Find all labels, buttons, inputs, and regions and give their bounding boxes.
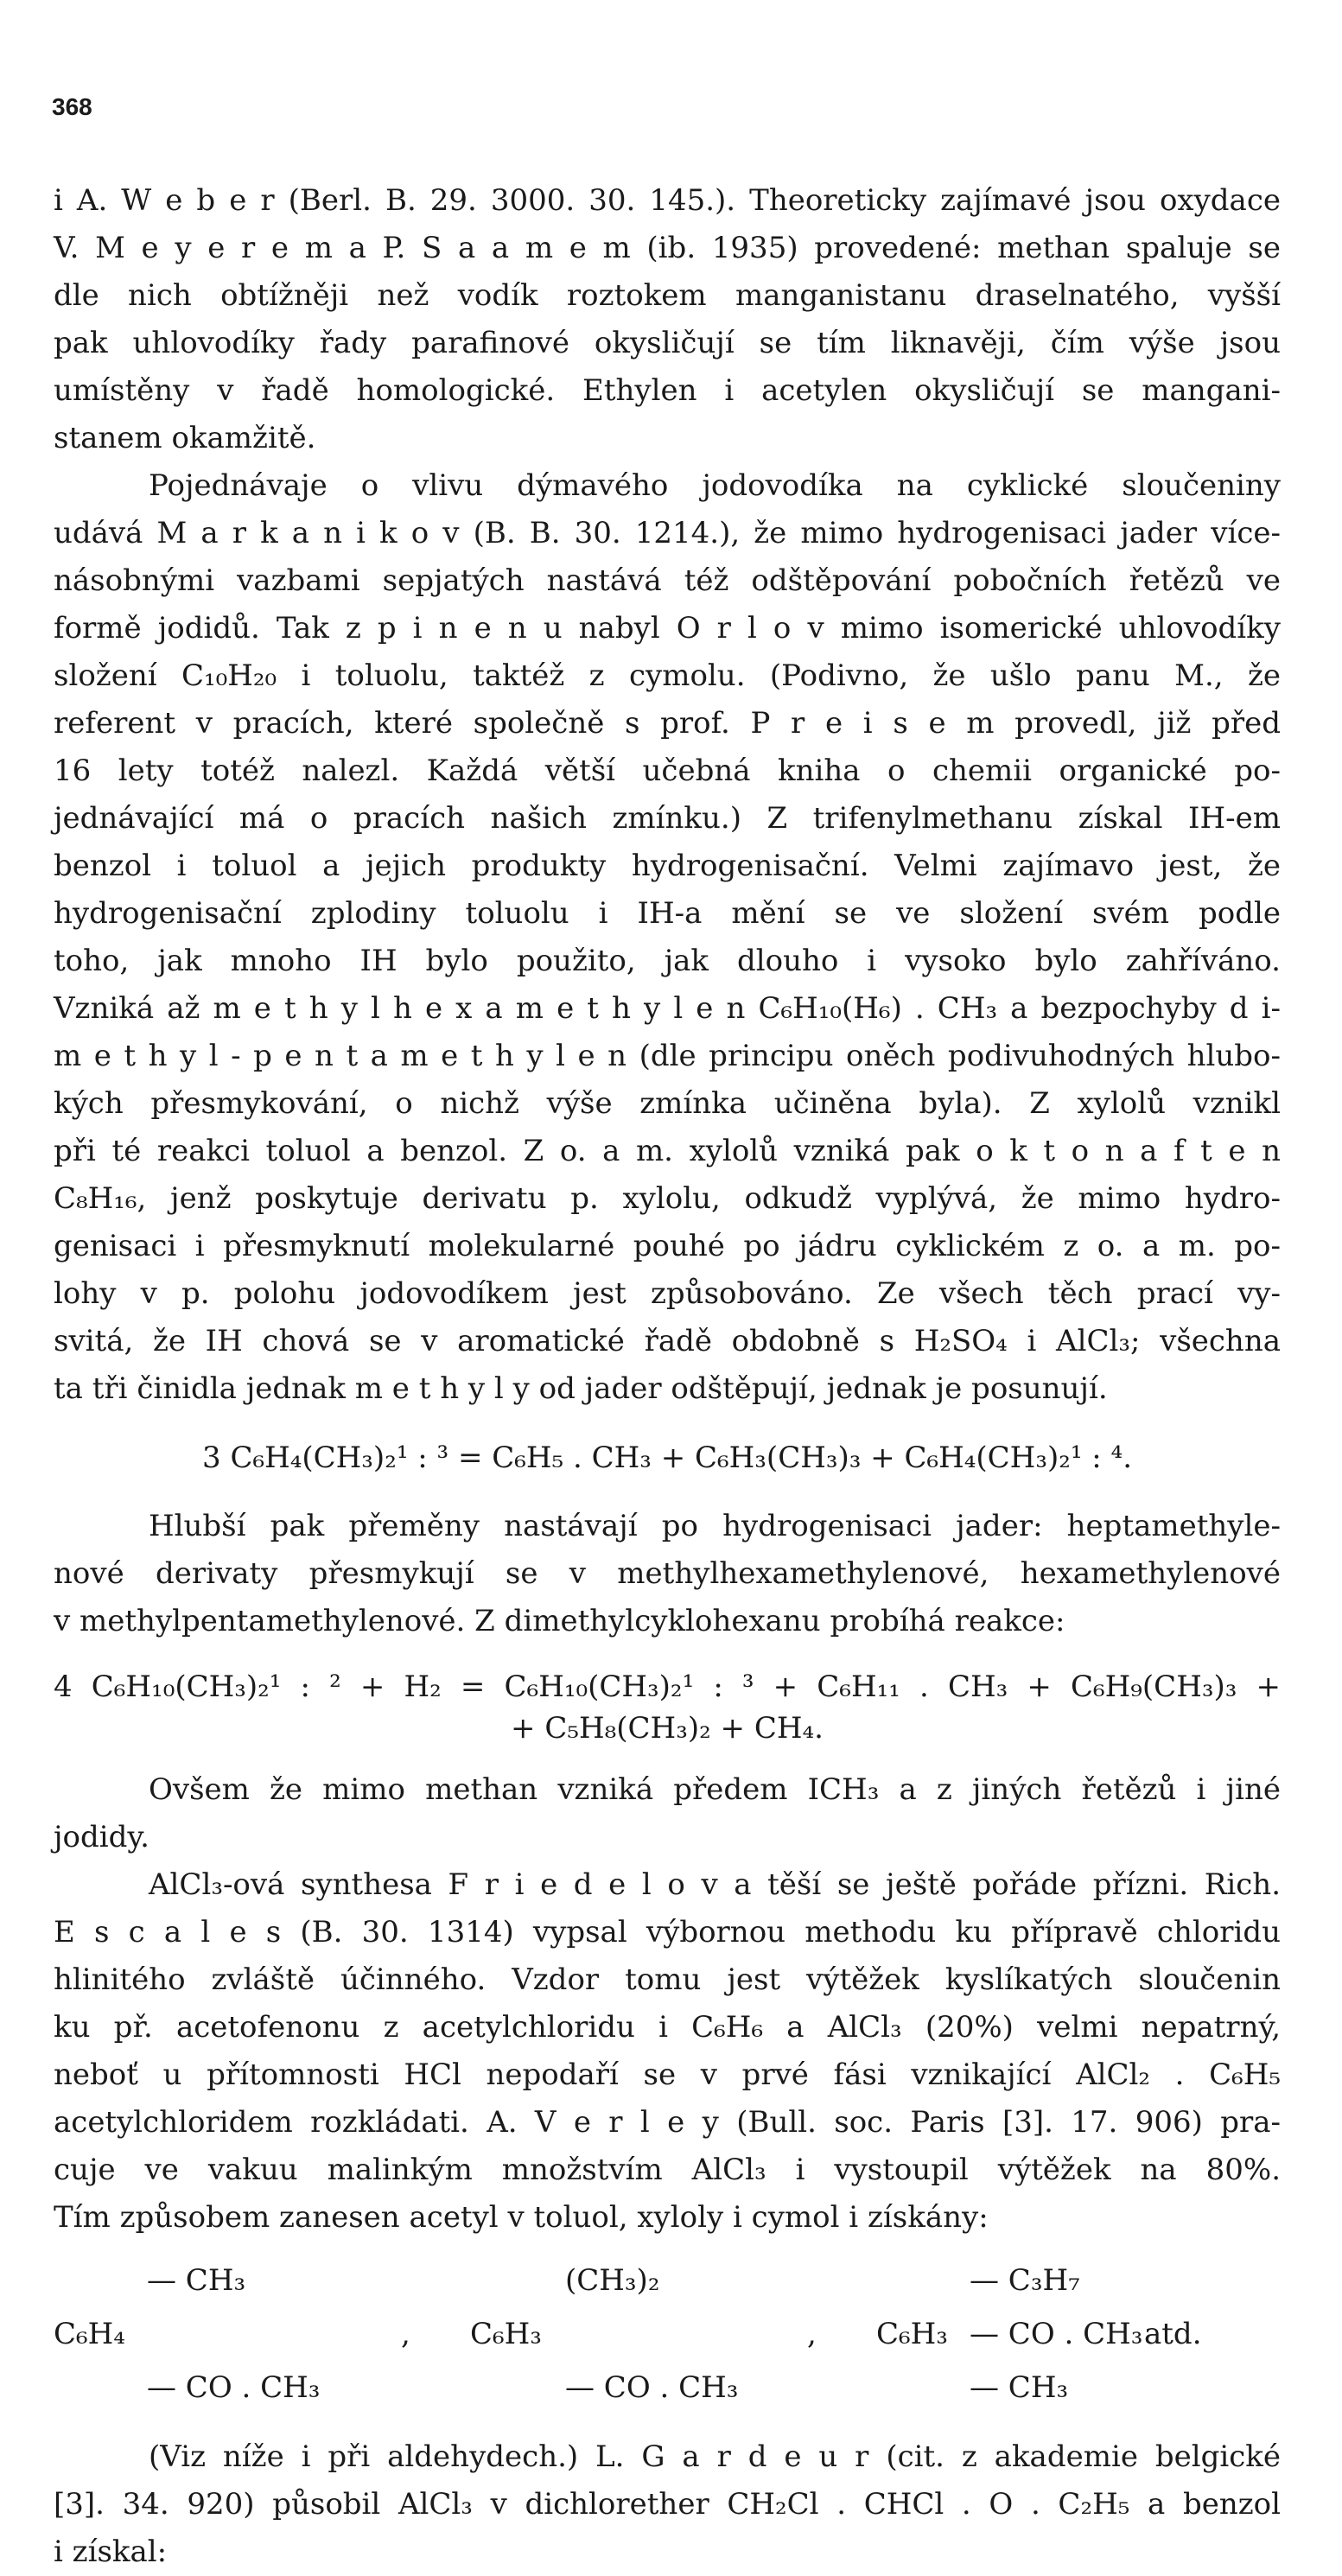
text-line: hydrogenisační zplodiny toluolu i IH-a mění se ve složení svém podle [54, 896, 1281, 931]
equation-xylene: 3 C₆H₄(CH₃)₂¹ : ³ = C₆H₅ . CH₃ + C₆H₃(CH₃)₃ + C₆H₄(CH₃)₂¹ : ⁴. [202, 1441, 1132, 1475]
formula-text: — CO . CH₃ [565, 2370, 739, 2405]
text-line: [3]. 34. 920) působil AlCl₃ v dichlorether CH₂Cl . CHCl . O . C₂H₅ a benzol [54, 2487, 1281, 2522]
text-line: cuje ve vakuu malinkým množstvím AlCl₃ i vystoupil výtěžek na 80%. [54, 2153, 1281, 2187]
formula-separator: , [401, 2317, 410, 2351]
text-line: genisaci i přesmyknutí molekularné pouhé po jádru cyklickém z o. a m. po- [54, 1229, 1281, 1263]
formula-text: atd. [1144, 2317, 1202, 2351]
page-body [54, 177, 1281, 2576]
equation-line: 4 C₆H₁₀(CH₃)₂¹ : ² + H₂ = C₆H₁₀(CH₃)₂¹ : ³ + C₆H₁₁ . CH₃ + C₆H₉(CH₃)₃ + [54, 1670, 1281, 1704]
text-line: stanem okamžitě. [54, 421, 316, 455]
formula-text: — CH₃ [970, 2370, 1069, 2405]
text-line: neboť u přítomnosti HCl nepodaří se v prvé fási vznikající AlCl₂ . C₆H₅ [54, 2058, 1281, 2092]
text-line: ku př. acetofenonu z acetylchloridu i C₆H₆ a AlCl₃ (20%) velmi nepatrný, [54, 2010, 1281, 2045]
formula-text: C₆H₄ [54, 2317, 125, 2351]
text-line: nové derivaty přesmykují se v methylhexamethylenové, hexamethylenové [54, 1556, 1281, 1591]
text-line: Pojednávaje o vlivu dýmavého jodovodíka na cyklické sloučeniny [149, 468, 1281, 503]
paragraph-hydrogenation [54, 1503, 1281, 1645]
text-line: V. M e y e r e m a P. S a a m e m (ib. 1935) provedené: methan spaluje se [54, 231, 1281, 265]
text-line: referent v pracích, které společně s prof. P r e i s e m provedl, již před [54, 706, 1281, 741]
text-line: C₈H₁₆, jenž poskytuje derivatu p. xylolu, odkudž vyplývá, že mimo hydro- [54, 1181, 1281, 1216]
text-line: lohy v p. polohu jodovodíkem jest způsobováno. Ze všech těch prací vy- [54, 1276, 1281, 1311]
text-line: jednávající má o pracích našich zmínku.) Z trifenylmethanu získal IH-em [54, 801, 1281, 836]
text-line: pak uhlovodíky řady parafinové okysličují se tím liknavěji, čím výše jsou [54, 326, 1281, 360]
formula-text: — CO . CH₃ [147, 2370, 321, 2405]
text-line: jodidy. [54, 1820, 149, 1854]
formula-text: (CH₃)₂ [565, 2263, 660, 2298]
text-line: benzol i toluol a jejich produkty hydrogenisační. Velmi zajímavo jest, že [54, 849, 1281, 883]
text-line: formě jodidů. Tak z p i n e n u nabyl O r l o v mimo isomerické uhlovodíky [54, 611, 1281, 646]
paragraph-hydroiodic [54, 462, 1281, 1413]
formula-text: — CH₃ [147, 2263, 246, 2298]
text-line: E s c a l e s (B. 30. 1314) vypsal výbornou methodu ku přípravě chloridu [54, 1915, 1281, 1949]
text-line: v methylpentamethylenové. Z dimethylcyklohexanu probíhá reakce: [54, 1604, 1065, 1638]
text-line: svitá, že IH chová se v aromatické řadě obdobně s H₂SO₄ i AlCl₃; všechna [54, 1324, 1281, 1358]
equation-dimethylcyclohexane [54, 1666, 1281, 1749]
text-line: acetylchloridem rozkládati. A. V e r l e y (Bull. soc. Paris [3]. 17. 906) pra- [54, 2105, 1281, 2140]
text-line: i získal: [54, 2535, 168, 2569]
formula-separator: , [807, 2317, 817, 2351]
text-line: kých přesmykování, o nichž výše zmínka učiněna byla). Z xylolů vznikl [54, 1086, 1281, 1121]
equation-line: + C₅H₈(CH₃)₂ + CH₄. [511, 1711, 824, 1746]
text-line: 16 lety totéž nalezl. Každá větší učebná kniha o chemii organické po- [54, 754, 1281, 788]
paragraph-oxidation [54, 177, 1281, 462]
formula-text: — CO . CH₃ [970, 2317, 1143, 2351]
paragraph-iodides [54, 1766, 1281, 1861]
text-line: umístěny v řadě homologické. Ethylen i acetylen okysličují se mangani- [54, 373, 1281, 408]
text-line: dle nich obtížněji než vodík roztokem manganistanu draselnatého, vyšší [54, 278, 1281, 313]
formula-text: C₆H₃ [470, 2317, 542, 2351]
structural-formulas [54, 2257, 1281, 2413]
text-line: násobnými vazbami sepjatých nastává též odštěpování pobočních řetězů ve [54, 563, 1281, 598]
paragraph-friedel-crafts [54, 1861, 1281, 2242]
text-line: AlCl₃-ová synthesa F r i e d e l o v a těší se ještě pořáde přízni. Rich. [149, 1867, 1281, 1902]
text-line: Hlubší pak přeměny nastávají po hydrogenisaci jader: heptamethyle- [149, 1509, 1281, 1543]
text-line: hlinitého zvláště účinného. Vzdor tomu jest výtěžek kyslíkatých sloučenin [54, 1962, 1281, 1997]
text-line: Vzniká až m e t h y l h e x a m e t h y l e n C₆H₁₀(H₆) . CH₃ a bezpochyby d i- [54, 991, 1281, 1026]
text-line: při té reakci toluol a benzol. Z o. a m. xylolů vzniká pak o k t o n a f t e n [54, 1134, 1281, 1168]
text-line: ta tři činidla jednak m e t h y l y od jader odštěpují, jednak je posunují. [54, 1371, 1108, 1406]
page-number: 368 [52, 93, 92, 120]
text-line: toho, jak mnoho IH bylo použito, jak dlouho i vysoko bylo zahříváno. [54, 944, 1281, 978]
text-line: m e t h y l - p e n t a m e t h y l e n (dle principu oněch podivuhodných hlubo- [54, 1039, 1281, 1073]
text-line: složení C₁₀H₂₀ i toluolu, taktéž z cymolu. (Podivno, že ušlo panu M., že [54, 658, 1281, 693]
formula-text: — C₃H₇ [970, 2263, 1080, 2298]
text-line: udává M a r k a n i k o v (B. B. 30. 1214.), že mimo hydrogenisaci jader více- [54, 516, 1281, 550]
formula-text: C₆H₃ [876, 2317, 948, 2351]
text-line: Tím způsobem zanesen acetyl v toluol, xyloly i cymol i získány: [54, 2200, 989, 2235]
text-line: i A. W e b e r (Berl. B. 29. 3000. 30. 145.). Theoreticky zajímavé jsou oxydace [54, 183, 1281, 218]
text-line: (Viz níže i při aldehydech.) L. G a r d e u r (cit. z akademie belgické [149, 2439, 1281, 2474]
paragraph-gardeur [54, 2433, 1281, 2576]
text-line: Ovšem že mimo methan vzniká předem ICH₃ a z jiných řetězů i jiné [149, 1772, 1281, 1807]
